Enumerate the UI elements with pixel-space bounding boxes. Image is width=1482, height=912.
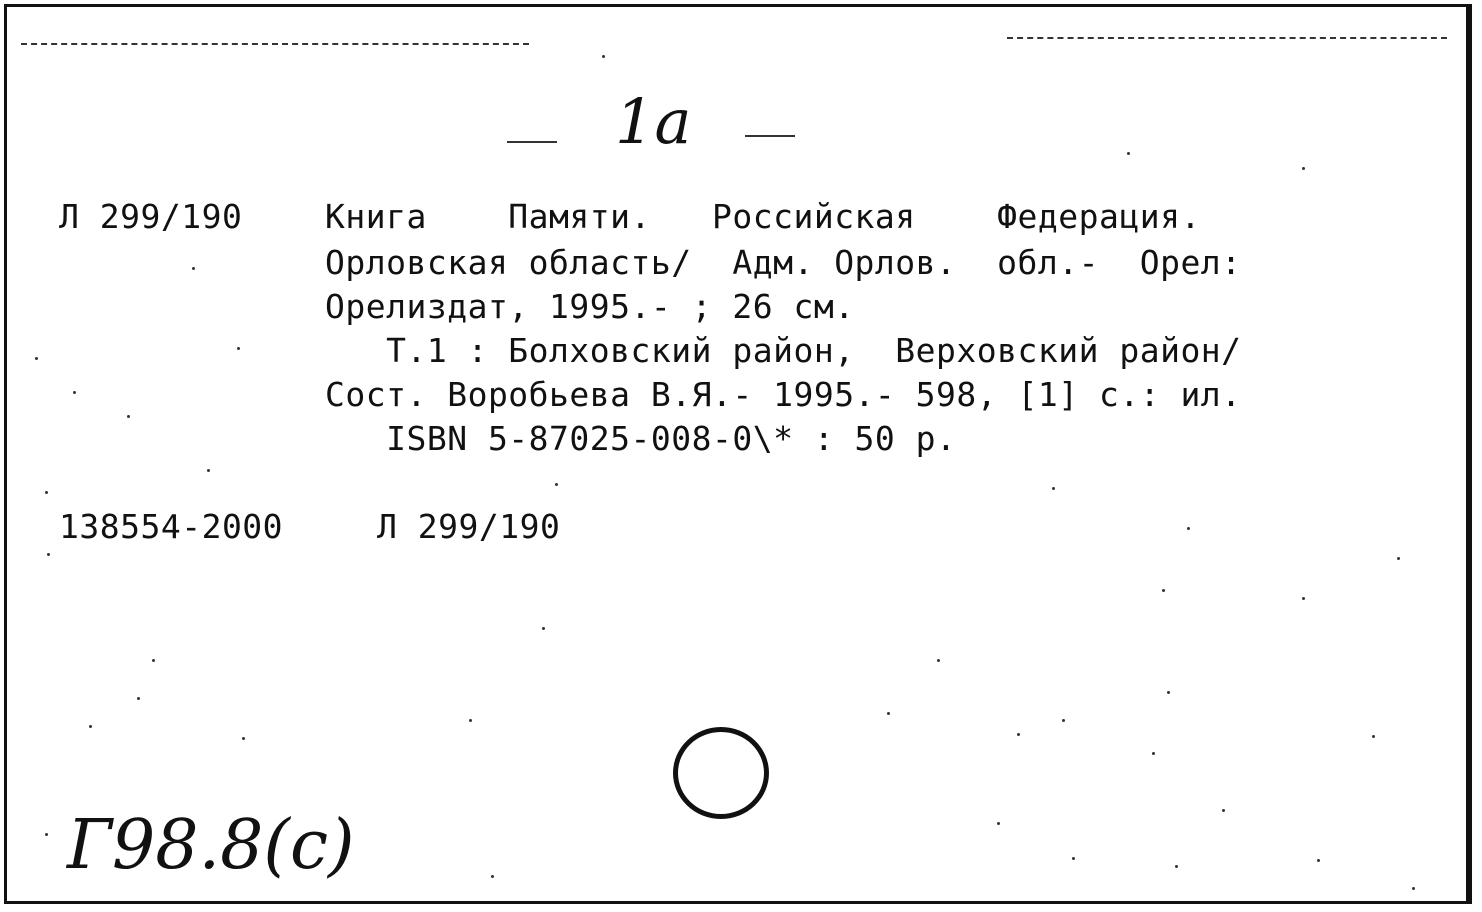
- speck: [1317, 859, 1320, 862]
- description-line-1: Книга Памяти. Российская Федерация.: [325, 197, 1201, 236]
- speck: [1017, 733, 1020, 736]
- speck: [555, 483, 558, 486]
- speck: [1052, 487, 1055, 490]
- speck: [1397, 557, 1400, 560]
- classification-mark: Г98.8(c): [67, 806, 355, 885]
- speck: [47, 553, 50, 556]
- description-line-6: ISBN 5-87025-008-0\* : 50 р.: [325, 419, 957, 458]
- speck: [127, 415, 130, 418]
- speck: [1412, 887, 1415, 890]
- inventory-number: 138554-2000: [59, 507, 284, 546]
- speck: [89, 725, 92, 728]
- speck: [35, 357, 38, 360]
- speck: [207, 469, 210, 472]
- speck: [1072, 857, 1075, 860]
- speck: [152, 659, 155, 662]
- speck: [491, 875, 494, 878]
- header-mark-rule-left: [507, 141, 557, 143]
- description-line-4: Т.1 : Болховский район, Верховский район/: [325, 331, 1242, 370]
- top-rule-right: [1007, 37, 1447, 39]
- speck: [1175, 865, 1178, 868]
- header-mark: 1а: [615, 85, 692, 158]
- speck: [1062, 719, 1065, 722]
- description-line-2: Орловская область/ Адм. Орлов. обл.- Орел:: [325, 243, 1242, 282]
- speck: [73, 391, 76, 394]
- speck: [1302, 597, 1305, 600]
- speck: [1302, 167, 1305, 170]
- speck: [242, 737, 245, 740]
- speck: [1162, 589, 1165, 592]
- header-mark-rule-right: [745, 135, 795, 137]
- speck: [887, 712, 890, 715]
- speck: [1127, 152, 1130, 155]
- catalog-card: [4, 4, 1472, 904]
- speck: [45, 833, 48, 836]
- speck: [192, 267, 195, 270]
- description-line-3: Орелиздат, 1995.- ; 26 см.: [325, 287, 855, 326]
- speck: [542, 627, 545, 630]
- speck: [469, 719, 472, 722]
- speck: [45, 491, 48, 494]
- description-line-5: Сост. Воробьева В.Я.- 1995.- 598, [1] с.: ил.: [325, 375, 1242, 414]
- top-rule-left: [21, 43, 529, 45]
- speck: [1187, 527, 1190, 530]
- speck: [937, 659, 940, 662]
- speck: [1167, 691, 1170, 694]
- speck: [237, 347, 240, 350]
- speck: [137, 697, 140, 700]
- speck: [602, 55, 605, 58]
- speck: [1372, 735, 1375, 738]
- speck: [997, 822, 1000, 825]
- speck: [1152, 752, 1155, 755]
- speck: [1222, 809, 1225, 812]
- punch-hole: [673, 727, 769, 819]
- call-number: Л 299/190: [59, 197, 243, 236]
- call-number-repeat: Л 299/190: [377, 507, 561, 546]
